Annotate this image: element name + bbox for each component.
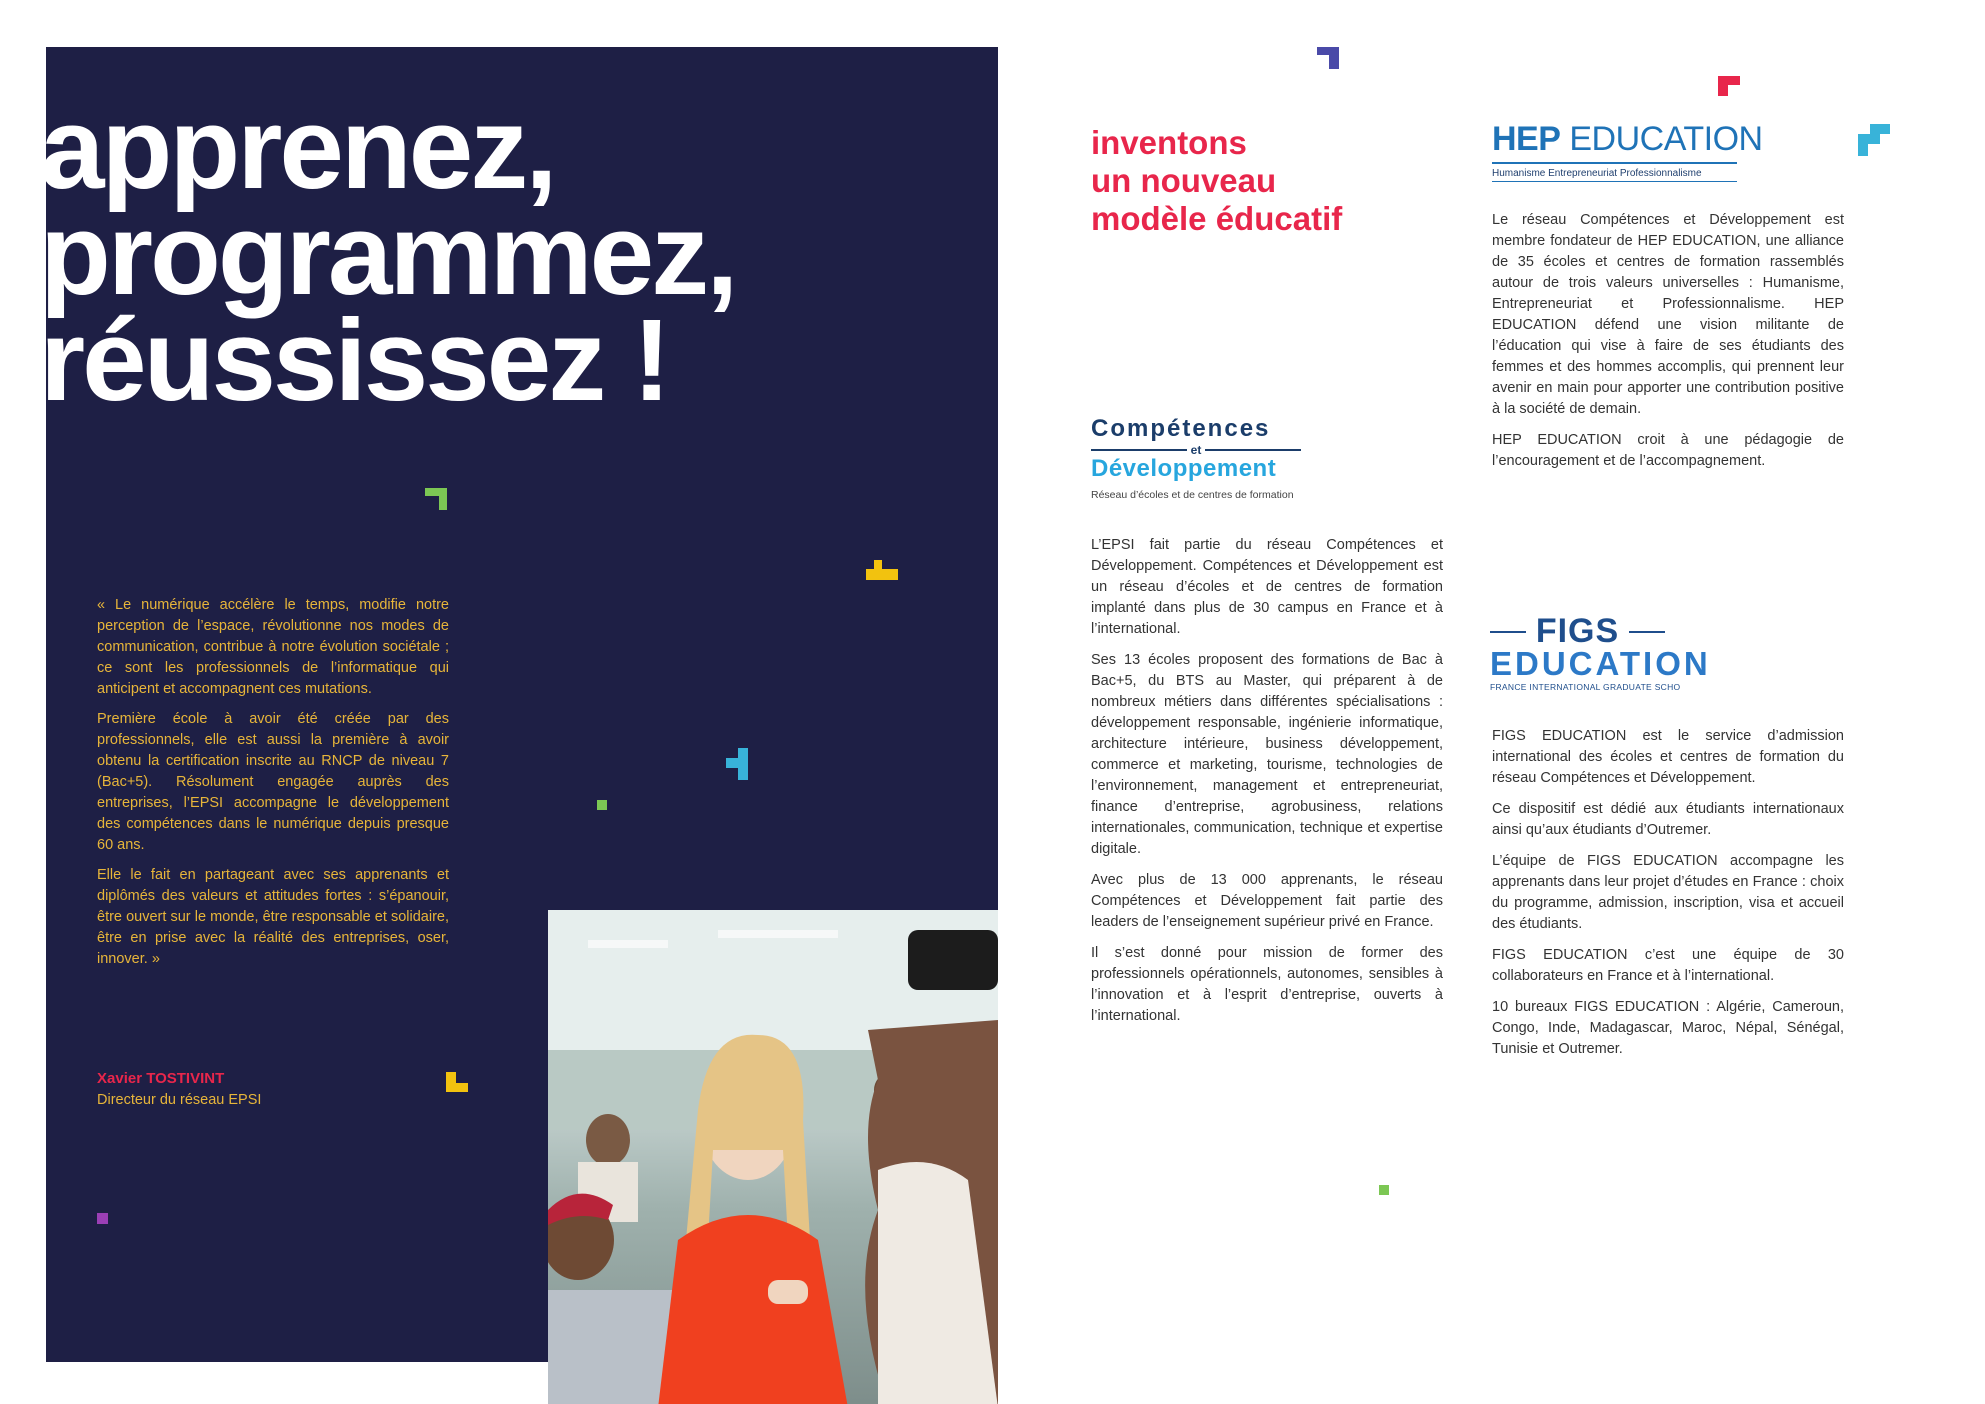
figs-paragraph: 10 bureaux FIGS EDUCATION : Algérie, Cameroun, Congo, Inde, Madagascar, Maroc, Népal, Sénégal, Tunisie et Outremer.: [1492, 999, 1844, 1057]
headline-line-2: programmez,: [40, 189, 736, 319]
cd-logo-et: et: [1190, 443, 1202, 457]
hep-education-logo: [1492, 120, 1763, 182]
hep-text-column: [1492, 210, 1844, 482]
middle-paragraph: Il s’est donné pour mission de former des professionnels opérationnels, autonomes, sensibles à l’innovation et à l’esprit d’entreprise, ouverts à l’international.: [1091, 945, 1443, 1024]
hep-logo-rule: [1492, 181, 1737, 182]
green-pixel-shape: [425, 488, 447, 510]
middle-paragraph: Avec plus de 13 000 apprenants, le réseau Compétences et Développement fait partie des leaders de l’enseignement supérieur privé en France.: [1091, 872, 1443, 930]
headline-line-1: apprenez,: [40, 83, 555, 213]
figs-paragraph: FIGS EDUCATION c’est une équipe de 30 collaborateurs en France et à l’international.: [1492, 947, 1844, 984]
author-role: Directeur du réseau EPSI: [97, 1092, 262, 1108]
middle-text-column: [1091, 535, 1443, 1037]
headline: [40, 83, 980, 425]
cd-logo-line-1: Compétences: [1091, 415, 1271, 442]
section-title-line-3: modèle éducatif: [1091, 200, 1343, 237]
cd-logo-line-2: Développement: [1091, 455, 1277, 482]
quote-paragraph: Première école à avoir été créée par des professionnels, elle est aussi la première à avoir obtenu la certification inscrite au RNCP de niveau 7 (Bac+5). Résolument engagée auprès des entreprises, l’EPSI accompagne le développement des compétences dans le numérique depuis presque 60 ans.: [97, 711, 449, 853]
cyan-stair-shape: [1858, 124, 1890, 156]
figs-text-column: [1492, 726, 1844, 1070]
figs-education-logo: [1490, 612, 1711, 692]
figs-logo-line-2: EDUCATION: [1490, 645, 1711, 682]
yellow-corner-shape: [446, 1072, 468, 1092]
hep-paragraph: Le réseau Compétences et Développement est membre fondateur de HEP EDUCATION, une alliance de 35 écoles et centres de formation rassemblés autour de trois valeurs universelles : Humanisme, Entrepreneuriat et Professionnalisme. HEP EDUCATION défend une vision militante de l’éducation qui vise à faire de ses étudiants des femmes et des hommes accomplis, qui prennent leur avenir en main pour apporter une contribution positive à la société de demain.: [1492, 212, 1844, 417]
middle-paragraph: Ses 13 écoles proposent des formations de Bac à Bac+5, du BTS au Master, qui préparent à de nombreux métiers dans différentes spécialisations : développement responsable, ingénierie informatique, architecture intérieure, business développement, commerce et marketing, tourisme, technologies de l’environnement, management et entrepreneuriat, finance d’entreprise, agrobusiness, relations internationales, communication, technique et expertise digitale.: [1091, 652, 1443, 857]
students-photo: [548, 910, 998, 1404]
author-name: Xavier TOSTIVINT: [97, 1070, 225, 1087]
figs-paragraph: L’équipe de FIGS EDUCATION accompagne les apprenants dans leur projet d’études en France : choix du programme, admission, inscription, visa et accueil des étudiants.: [1492, 853, 1844, 932]
hep-paragraph: HEP EDUCATION croit à une pédagogie de l’encouragement et de l’accompagnement.: [1492, 432, 1844, 469]
hep-logo-wordmark: HEP EDUCATION: [1492, 120, 1763, 158]
figs-paragraph: FIGS EDUCATION est le service d’admission international des écoles et centres de formation du réseau Compétences et Développement.: [1492, 728, 1844, 786]
section-title: [1091, 124, 1342, 238]
section-title-line-1: inventons: [1091, 124, 1247, 161]
figs-logo-line-1: FIGS: [1535, 612, 1620, 650]
hep-logo-tagline: Humanisme Entrepreneuriat Professionnalisme: [1492, 168, 1702, 179]
quote-paragraph: Elle le fait en partageant avec ses apprenants et diplômés des valeurs et attitudes fortes : s’épanouir, être ouvert sur le monde, être responsable et solidaire, être en prise avec la réalité des entreprises, oser, innover. »: [97, 867, 449, 967]
green-pixel-dot: [1379, 1185, 1389, 1195]
green-pixel-dot: [597, 800, 607, 810]
purple-pixel-dot: [97, 1213, 108, 1224]
yellow-pixel-shape: [866, 560, 898, 580]
quote-paragraph: « Le numérique accélère le temps, modifie notre perception de l’espace, révolutionne nos modes de communication, contribue à notre évolution sociétale ; ce sont les professionnels de l’informatique qui anticipent et accompagnent ces mutations.: [97, 597, 449, 697]
hep-logo-rule: [1492, 162, 1737, 164]
indigo-pixel-shape: [1317, 47, 1339, 69]
middle-paragraph: L’EPSI fait partie du réseau Compétences et Développement. Compétences et Développement est un réseau d’écoles et de centres de formation implanté dans plus de 30 campus en France et à l’international.: [1091, 537, 1443, 637]
director-quote: [97, 595, 449, 979]
red-pixel-shape: [1718, 76, 1740, 96]
competences-developpement-logo: [1091, 415, 1301, 501]
headline-line-3: réussissez !: [40, 295, 669, 425]
section-title-line-2: un nouveau: [1091, 162, 1277, 199]
cyan-pixel-shape: [726, 748, 748, 780]
figs-paragraph: Ce dispositif est dédié aux étudiants internationaux ainsi qu’aux étudiants d’Outremer.: [1492, 801, 1844, 838]
cd-logo-tagline: Réseau d’écoles et de centres de formation: [1091, 489, 1294, 501]
figs-logo-tagline: FRANCE INTERNATIONAL GRADUATE SCHO: [1490, 682, 1681, 692]
